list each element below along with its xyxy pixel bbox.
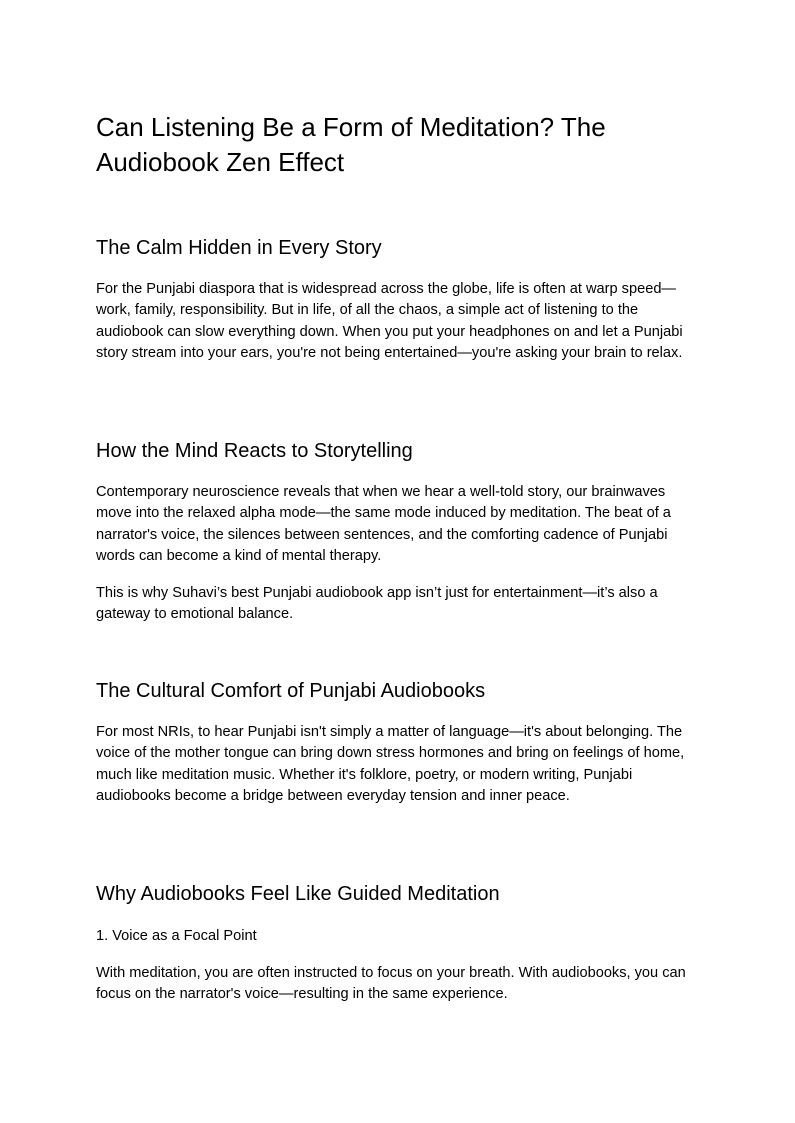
section-heading-calm: The Calm Hidden in Every Story <box>96 237 382 259</box>
paragraph-guided: With meditation, you are often instructed to focus on your breath. With audiobooks, you can focus on the narrator's voice—resulting in the same experience. <box>96 965 686 1003</box>
section-heading-mind: How the Mind Reacts to Storytelling <box>96 440 413 462</box>
section-heading-cultural: The Cultural Comfort of Punjabi Audiobooks <box>96 680 486 702</box>
paragraph-mind-2: This is why Suhavi’s best Punjabi audiobook app isn’t just for entertainment—it’s also a gateway to emotional balance. <box>96 585 658 623</box>
section-heading-guided: Why Audiobooks Feel Like Guided Meditation <box>96 883 500 905</box>
document-title: Can Listening Be a Form of Meditation? The Audiobook Zen Effect <box>96 112 606 177</box>
paragraph-cultural: For most NRIs, to hear Punjabi isn't simply a matter of language—it's about belonging. The voice of the mother tongue can bring down stress hormones and bring on feelings of home, much like meditation music. Whether it's folklore, poetry, or modern writing, Punjabi audiobooks become a bridge between everyday tension and inner peace. <box>96 724 685 805</box>
list-item-voice-focal-point: 1. Voice as a Focal Point <box>96 928 257 944</box>
paragraph-mind-1: Contemporary neuroscience reveals that when we hear a well-told story, our brainwaves move into the relaxed alpha mode—the same mode induced by meditation. The beat of a narrator's voice, the silences between sentences, and the comforting cadence of Punjabi words can become a kind of mental therapy. <box>96 484 671 565</box>
paragraph-calm: For the Punjabi diaspora that is widespread across the globe, life is often at warp speed—work, family, responsibility. But in life, of all the chaos, a simple act of listening to the audiobook can slow everything down. When you put your headphones on and let a Punjabi story stream into your ears, you're not being entertained—you're asking your brain to relax. <box>96 281 683 362</box>
